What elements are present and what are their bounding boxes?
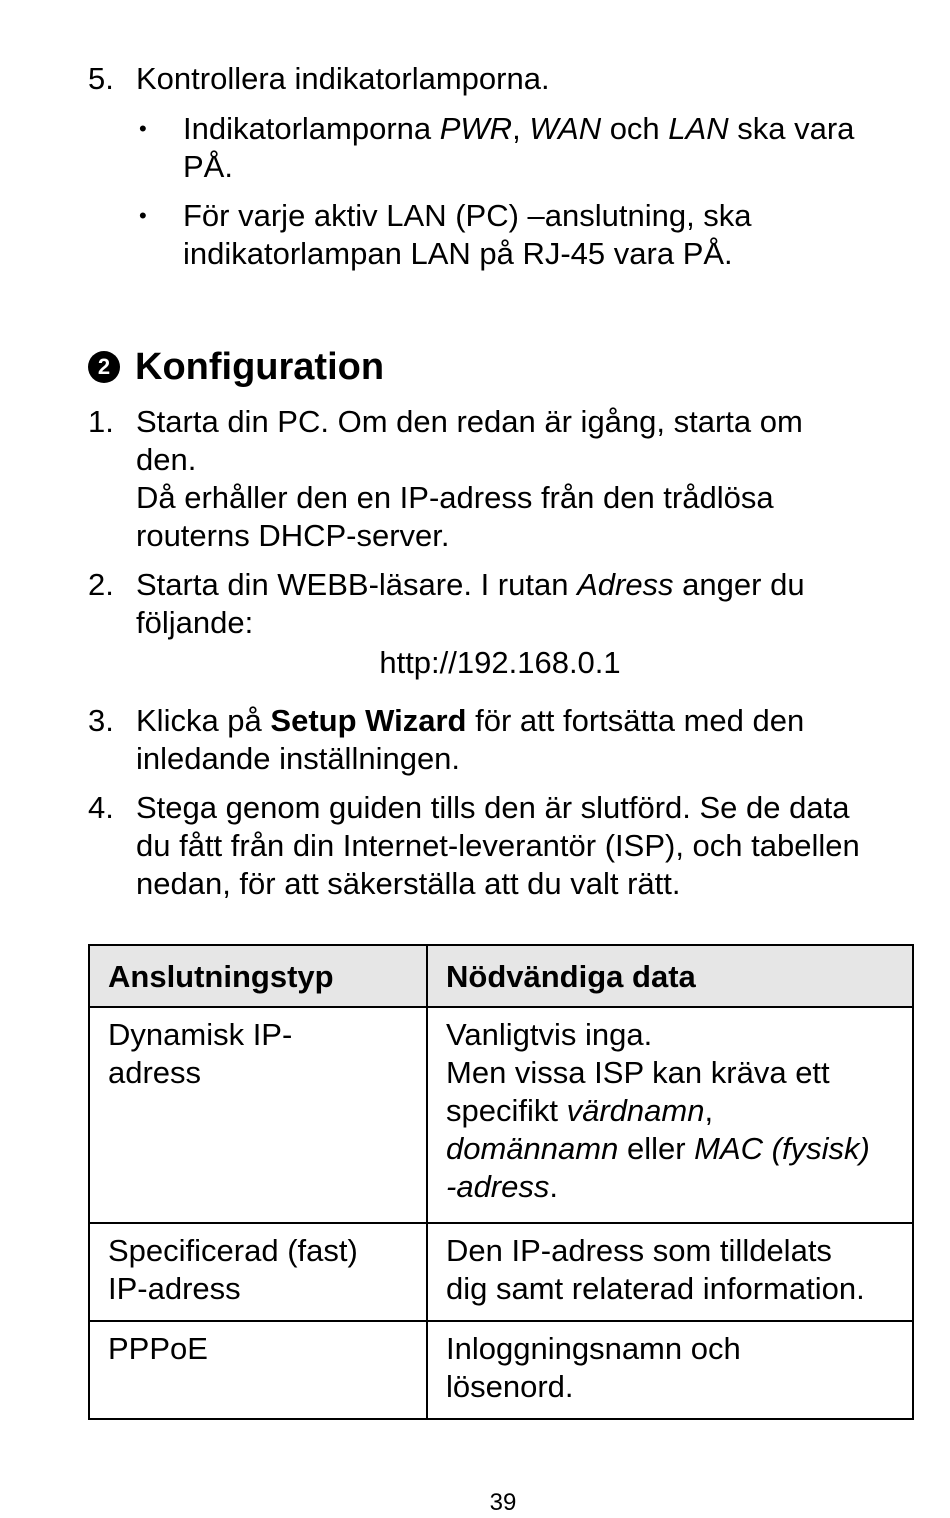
cell-line: IP-adress bbox=[108, 1271, 241, 1306]
table-cell bbox=[427, 1321, 913, 1419]
step-number: 2. bbox=[88, 567, 114, 602]
cell-line bbox=[446, 1130, 904, 1168]
cell-line: Men vissa ISP kan kräva ett bbox=[446, 1055, 830, 1090]
table-header: Nödvändiga data bbox=[427, 945, 913, 1007]
text-line: du fått från din Internet-leverantör (ISP), och tabellen bbox=[136, 828, 860, 863]
table-cell bbox=[89, 1007, 427, 1223]
text-line: Stega genom guiden tills den är slutförd. Se de data bbox=[136, 790, 850, 825]
table-cell bbox=[427, 1007, 913, 1223]
step-number: 5. bbox=[88, 61, 114, 96]
cell-line: Dynamisk IP- bbox=[108, 1017, 293, 1052]
cell-line: lösenord. bbox=[446, 1369, 574, 1404]
text-fragment: specifikt bbox=[446, 1093, 567, 1128]
bullet-line: För varje aktiv LAN (PC) –anslutning, ska bbox=[183, 198, 752, 233]
bullet-line bbox=[183, 110, 933, 148]
bullet-text: och bbox=[601, 111, 669, 146]
step-number: 1. bbox=[88, 404, 114, 439]
text-fragment: MAC (fysisk) bbox=[694, 1131, 870, 1166]
bullet-line: PÅ. bbox=[183, 149, 233, 184]
table-header-row bbox=[89, 945, 913, 1007]
bullet-text: ska vara bbox=[728, 111, 855, 146]
table-cell bbox=[89, 1223, 427, 1321]
table-row bbox=[89, 1007, 913, 1223]
bullet-line: indikatorlampan LAN på RJ-45 vara PÅ. bbox=[183, 236, 733, 271]
bullet-text: , bbox=[512, 111, 530, 146]
bullet-item bbox=[183, 110, 933, 186]
text-line: Starta din PC. Om den redan är igång, starta om bbox=[136, 404, 803, 439]
table-cell bbox=[89, 1321, 427, 1419]
step-number: 4. bbox=[88, 790, 114, 825]
table-header: Anslutningstyp bbox=[89, 945, 427, 1007]
table-row bbox=[89, 1321, 913, 1419]
text-fragment: -adress bbox=[446, 1169, 550, 1204]
step-text bbox=[136, 566, 926, 642]
step-text: Kontrollera indikatorlamporna. bbox=[136, 61, 550, 96]
text-fragment: Starta din WEBB-läsare. I rutan bbox=[136, 567, 578, 602]
text-fragment: eller bbox=[618, 1131, 695, 1166]
text-fragment: domännamn bbox=[446, 1131, 619, 1166]
section-title: Konfiguration bbox=[135, 346, 385, 388]
text-line bbox=[136, 566, 926, 604]
page-number: 39 bbox=[489, 1489, 517, 1516]
router-url: http://192.168.0.1 bbox=[379, 645, 621, 680]
number-circle-icon: 2 bbox=[88, 351, 120, 383]
lan-label: LAN bbox=[668, 111, 729, 146]
table-row bbox=[89, 1223, 913, 1321]
setup-wizard-label: Setup Wizard bbox=[270, 703, 467, 738]
cell-line bbox=[446, 1092, 904, 1130]
text-fragment: för att fortsätta med den bbox=[466, 703, 805, 738]
text-line: följande: bbox=[136, 605, 254, 640]
connection-type-table bbox=[88, 944, 914, 1420]
bullet-icon: • bbox=[139, 203, 147, 228]
text-fragment: . bbox=[549, 1169, 558, 1204]
pwr-label: PWR bbox=[439, 111, 513, 146]
cell-line: dig samt relaterad information. bbox=[446, 1271, 865, 1306]
cell-line: Vanligtvis inga. bbox=[446, 1017, 653, 1052]
table-cell bbox=[427, 1223, 913, 1321]
cell-line: Specificerad (fast) bbox=[108, 1233, 358, 1268]
text-fragment: Klicka på bbox=[136, 703, 271, 738]
text-line: routerns DHCP-server. bbox=[136, 518, 450, 553]
cell-line bbox=[446, 1168, 904, 1206]
step-number: 3. bbox=[88, 703, 114, 738]
cell-line: adress bbox=[108, 1055, 202, 1090]
text-line: den. bbox=[136, 442, 197, 477]
text-line bbox=[136, 702, 926, 740]
text-fragment: värdnamn bbox=[566, 1093, 705, 1128]
cell-line: Inloggningsnamn och bbox=[446, 1331, 741, 1366]
wan-label: WAN bbox=[529, 111, 602, 146]
cell-line: PPPoE bbox=[108, 1331, 208, 1366]
text-line: Då erhåller den en IP-adress från den trådlösa bbox=[136, 480, 774, 515]
step-text bbox=[136, 789, 926, 903]
text-fragment: , bbox=[704, 1093, 714, 1128]
cell-line: Den IP-adress som tilldelats bbox=[446, 1233, 832, 1268]
step-text bbox=[136, 403, 926, 555]
step-text bbox=[136, 702, 926, 778]
bullet-text: Indikatorlamporna bbox=[183, 111, 440, 146]
section-heading bbox=[88, 344, 384, 390]
bullet-item bbox=[183, 197, 933, 273]
adress-field-name: Adress bbox=[577, 567, 674, 602]
bullet-icon: • bbox=[139, 116, 147, 141]
text-line: nedan, för att säkerställa att du valt rätt. bbox=[136, 866, 681, 901]
text-line: inledande inställningen. bbox=[136, 741, 461, 776]
text-fragment: anger du bbox=[673, 567, 805, 602]
